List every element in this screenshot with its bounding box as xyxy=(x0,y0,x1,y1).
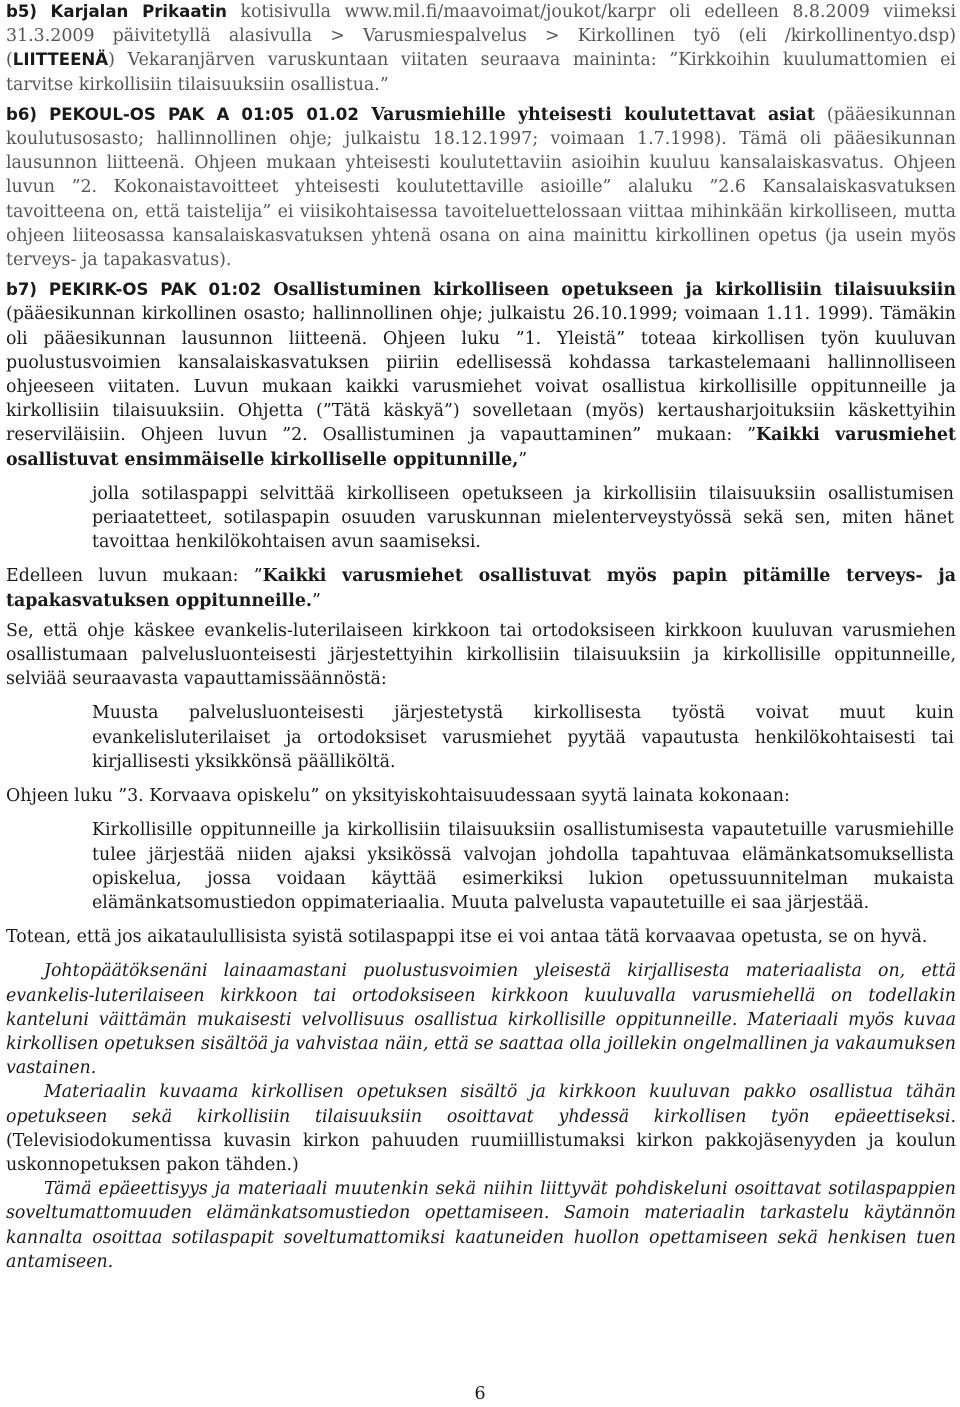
paragraph-totean: Totean, että jos aikataulullisista syistä sotilaspappi itse ei voi antaa tätä korvaavaa opetusta, se on hyvä. xyxy=(6,927,928,948)
b5-title: Karjalan Prikaatin xyxy=(50,2,227,21)
blockquote-3: Kirkollisille oppitunneille ja kirkollisiin tilaisuuksiin osallistumisesta vapautetuille varusmiehille tulee järjestää niiden ajaksi yksikössä valvojan johdolla tapahtuvaa elämänkatsomuksellista opiskelua, jossa voidaan käyttää esimerkiksi lukion opetussuunnitelman mukaista elämänkatsomustiedon oppimateriaalia. Muuta palvelusta vapautetuille ei saa järjestää. xyxy=(92,820,954,913)
page-number: 6 xyxy=(474,1384,486,1404)
edelleen-bold: Kaikki varusmiehet osallistuvat myös papin pitämille terveys- ja tapakasvatuksen oppitunneille. xyxy=(6,566,956,611)
paragraph-italic-3: Tämä epäeettisyys ja materiaali muutenkin sekä niihin liittyvät pohdiskeluni osoittavat sotilaspappien soveltumattomuuden elämänkatsomustiedon opettamiseen. Samoin materiaalin tarkastelu käytännön kannalta osoittaa sotilaspapit soveltumattomiksi kaatuneiden huollon opettamiseen sekä henkisen tuen antamiseen. xyxy=(6,1179,956,1272)
b7-bold-end: Kaikki varusmiehet osallistuvat ensimmäiselle kirkolliselle oppitunnille, xyxy=(6,425,956,470)
b7-text: (pääesikunnan kirkollinen osasto; hallinnollinen ohje; julkaistu 26.10.1999; voimaan 1.11. 1999). Tämäkin oli pääesikunnan lausunnon liitteenä. Ohjeen luku ”1. Yleistä” toteaa kirkollisen työn kuuluvan puolustusvoimien kansalaiskasvatuksen piiriin edellisessä kohdassa tarkastelemaani hallinnolliseen ohjeeseen viitaten. Luvun mukaan kaikki varusmiehet voivat osallistua kirkollisille oppitunneille ja kirkollisiin tilaisuuksiin. Ohjetta (”Tätä käskyä”) sovelletaan (myös) kertausharjoituksiin käskettyihin reserviläisiin. Ohjeen luvun ”2. Osallistuminen ja vapauttaminen” mukaan: ” xyxy=(6,304,956,446)
paragraph-italic-1: Johtopäätöksenäni lainaamastani puolustusvoimien yleisestä kirjallisesta materiaalista on, että evankelis-luterilaiseen kirkkoon tai ortodoksiseen kirkkoon kuuluvalla varusmiehellä on todellakin kanteluni väittämän mukaisesti velvollisuus osallistua kirkollisille oppitunneille. Materiaali myös kuvaa kirkollisen opetuksen sisältöä ja vahvistaa näin, että se saattaa olla joillekin ongelmallinen ja vakaumuksen vastainen. xyxy=(6,961,956,1079)
b7-code: b7) PEKIRK-OS PAK 01:02 xyxy=(6,280,262,300)
paragraph-se: Se, että ohje käskee evankelis-luterilaiseen kirkkoon tai ortodoksiseen kirkkoon kuuluvan varusmiehen osallistumaan palvelusluonteisesti järjestettyihin kirkollisiin tilaisuuksiin ja kirkollisille oppitunneille, selviää seuraavasta vapauttamissäännöstä: xyxy=(6,620,956,690)
paragraph-edelleen xyxy=(6,564,956,612)
b6-text: (pääesikunnan koulutusosasto; hallinnollinen ohje; julkaistu 18.12.1997; voimaan 1.7.1998). Tämä oli pääesikunnan lausunnon liitteenä. Ohjeen mukaan yhteisesti koulutettaviin asioihin kuuluu kansalaiskasvatus. Ohjeen luvun ”2. Kokonaistavoitteet yhteisesti koulutettaville asioille” alaluku ”2.6 Kansalaiskasvatuksen tavoitteena on, että taistelija” ei viisikohtaisessa tavoiteluettelossaan viittaa mihinkään kirkolliseen, mutta ohjeen liiteosassa kansalaiskasvatuksen yhtenä osana on aina mainittu kirkollinen opetus (ja usein myös terveys- ja tapakasvatus). xyxy=(6,104,956,271)
b5-text: kotisivulla www.mil.fi/maavoimat/joukot/karpr oli edelleen 8.8.2009 viimeksi 31.3.2009 päivitetyllä alasivulla > Varusmiespalvelus > Kirkollinen työ (eli /kirkollinentyo.dsp) ( xyxy=(6,2,957,71)
b7-title: Osallistuminen kirkolliseen opetukseen ja kirkollisiin tilaisuuksiin xyxy=(261,280,956,301)
paragraph-b5 xyxy=(6,0,956,97)
b5-label: b5) xyxy=(6,2,38,21)
edelleen-text: Edelleen luvun mukaan: ” xyxy=(6,566,263,587)
paragraph-b7 xyxy=(6,278,956,472)
b6-title: Varusmiehille yhteisesti koulutettavat asiat xyxy=(358,104,815,125)
paragraph-luku3: Ohjeen luku ”3. Korvaava opiskelu” on yksityiskohtaisuudessaan syytä lainata kokonaan: xyxy=(6,786,790,807)
paragraph-italic-2 xyxy=(6,1080,956,1177)
b6-code: b6) PEKOUL-OS PAK A 01:05 01.02 xyxy=(6,104,359,124)
blockquote-1: jolla sotilaspappi selvittää kirkolliseen opetukseen ja kirkollisiin tilaisuuksiin osallistumisen periaatetteet, sotilaspapin osuuden varuskunnan mielenterveystyössä sekä sen, miten hänet tavoittaa henkilökohtaisen avun saamiseksi. xyxy=(92,483,954,553)
blockquote-2: Muusta palvelusluonteisesti järjestetystä kirkollisesta työstä voivat muut kuin evankelisluterilaiset ja ortodoksiset varusmiehet pyytää vapautusta henkilökohtaisesti tai kirjallisesti yksikkönsä päälliköltä. xyxy=(92,703,954,772)
document-page xyxy=(6,0,956,1274)
b5-liite: LIITTEENÄ xyxy=(12,50,109,70)
paragraph-b6 xyxy=(6,103,956,272)
b5-text2: ) Vekaranjärven varuskuntaan viitaten seuraava maininta: ”Kirkkoihin kuulumattomien ei tarvitse kirkollisiin tilaisuuksiin osallistua.” xyxy=(6,50,956,95)
italic2-plain: (Televisiodokumentissa kuvasin kirkon pahuuden ruumiillistumaksi kirkon pakkojäsenyyden ja koulun uskonnopetuksen pakon tähden.) xyxy=(6,1130,956,1175)
italic2-text: Materiaalin kuvaama kirkollisen opetuksen sisältö ja kirkkoon kuuluvan pakko osallistua tähän opetukseen sekä kirkollisiin tilaisuuksiin osoittavat yhdessä kirkollisen työn epäeettiseksi. xyxy=(6,1082,956,1127)
edelleen-close-quote: ” xyxy=(311,590,321,611)
b7-close-quote: ” xyxy=(518,449,528,470)
